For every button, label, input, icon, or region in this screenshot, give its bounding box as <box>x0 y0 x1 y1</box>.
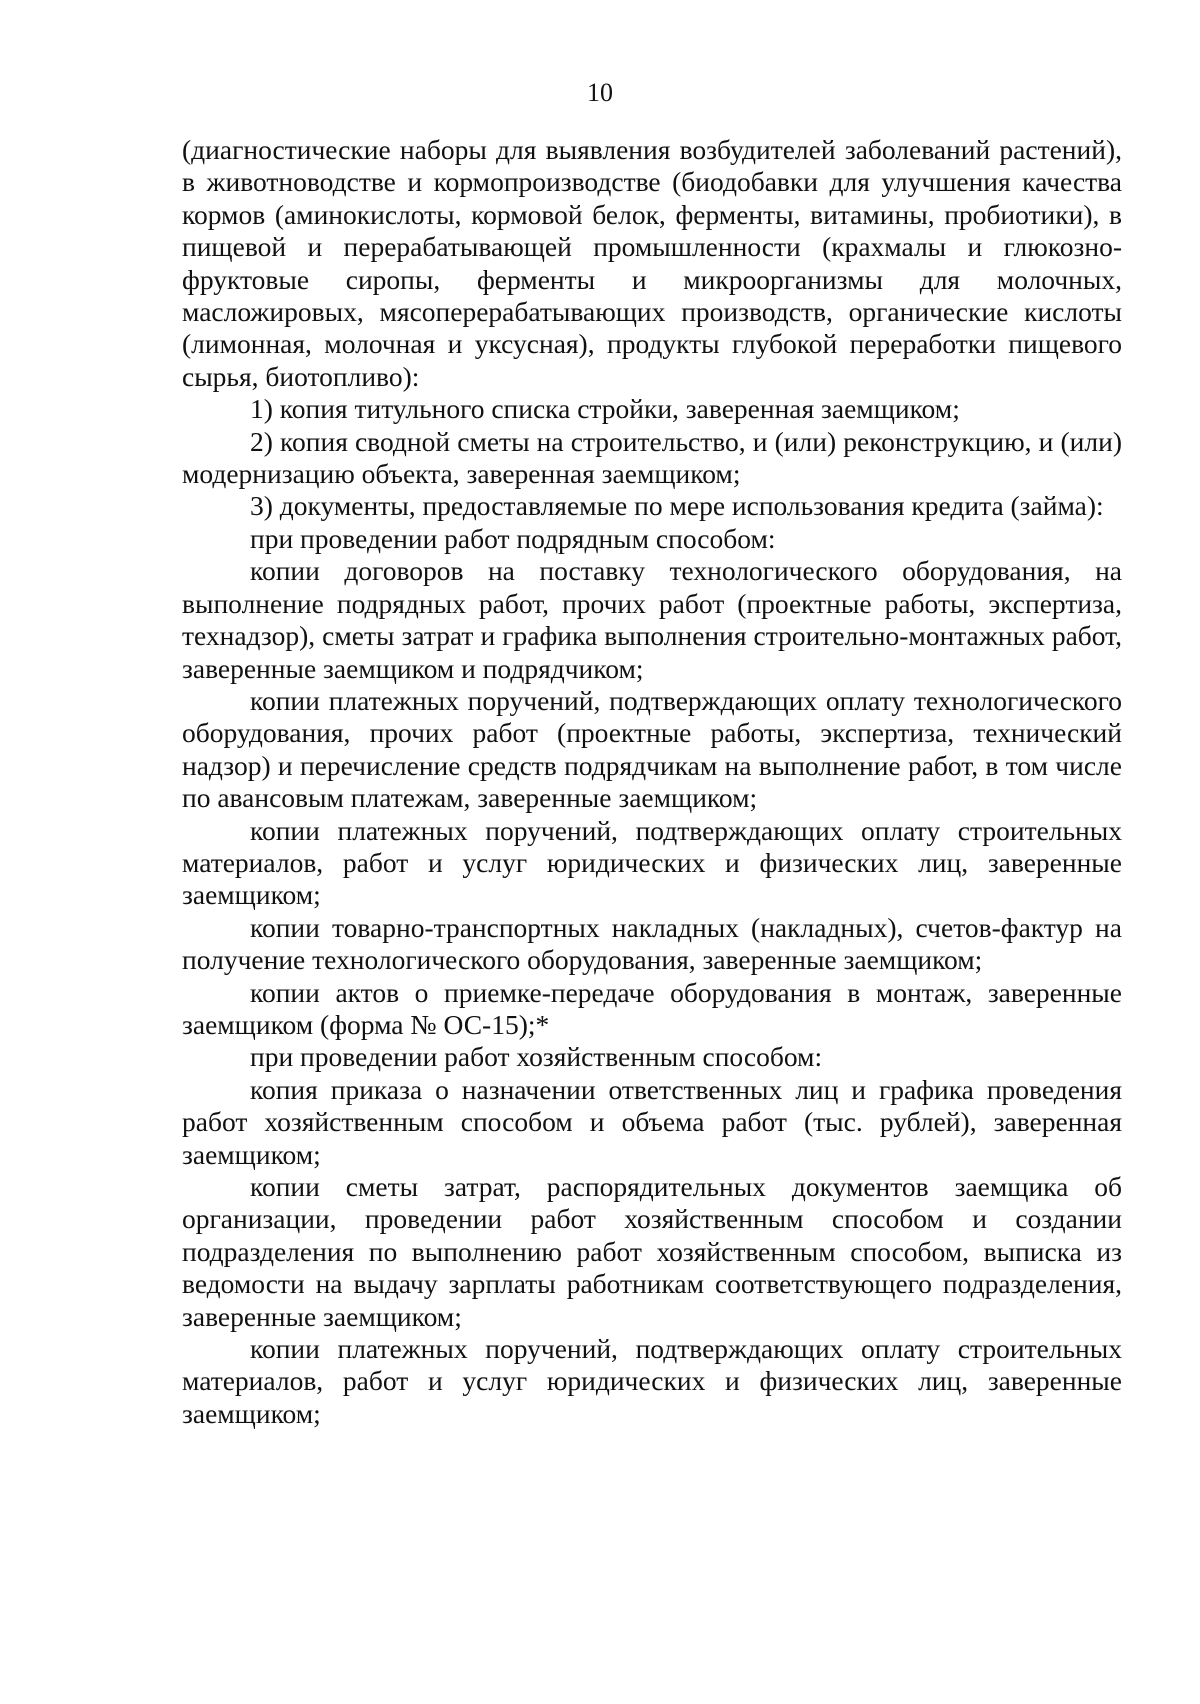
paragraph-item-1: 1) копия титульного списка стройки, заверенная заемщиком; <box>250 393 960 425</box>
paragraph-cost-estimate-copies: копии сметы затрат, распорядительных документов заемщика об организации, проведении работ хозяйственным способом и создании подразделения по выполнению работ хозяйственным способом, выписка из ведомости на выдачу зарплаты работникам соответствующего подразделения, заверенные заемщиком; <box>182 1171 1122 1332</box>
paragraph-order-copy: копия приказа о назначении ответственных лиц и графика проведения работ хозяйственным способом и объема работ (тыс. рублей), заверенная заемщиком; <box>182 1073 1122 1170</box>
page-number: 10 <box>587 78 613 107</box>
document-body <box>182 134 1122 1430</box>
paragraph-waybills: копии товарно-транспортных накладных (накладных), счетов-фактур на получение технологического оборудования, заверенные заемщиком; <box>182 911 1122 976</box>
paragraph-contract-method-heading: при проведении работ подрядным способом: <box>250 522 776 554</box>
paragraph-intro: (диагностические наборы для выявления возбудителей заболеваний растений), в животноводстве и кормопроизводстве (биодобавки для улучшения качества кормов (аминокислоты, кормовой белок, ферменты, витамины, пробиотики), в пищевой и перерабатывающей промышленности (крахмалы и глюкозно-фруктовые сиропы, ферменты и микроорганизмы для молочных, масложировых, мясоперерабатывающих производств, органические кислоты (лимонная, молочная и уксусная), продукты глубокой переработки пищевого сырья, биотопливо): <box>182 134 1122 392</box>
paragraph-item-3: 3) документы, предоставляемые по мере использования кредита (займа): <box>250 490 1104 522</box>
paragraph-item-2: 2) копия сводной сметы на строительство, и (или) реконструкцию, и (или) модернизацию объекта, заверенная заемщиком; <box>182 425 1122 490</box>
paragraph-own-method-heading: при проведении работ хозяйственным способом: <box>250 1041 823 1073</box>
paragraph-payment-orders-materials: копии платежных поручений, подтверждающих оплату строительных материалов, работ и услуг юридических и физических лиц, заверенные заемщиком; <box>182 814 1122 911</box>
paragraph-payment-orders-equipment: копии платежных поручений, подтверждающих оплату технологического оборудования, прочих работ (проектные работы, экспертиза, технический надзор) и перечисление средств подрядчикам на выполнение работ, в том числе по авансовым платежам, заверенные заемщиком; <box>182 684 1122 814</box>
paragraph-acceptance-acts: копии актов о приемке-передаче оборудования в монтаж, заверенные заемщиком (форма № ОС-15);* <box>182 976 1122 1040</box>
paragraph-payment-orders-materials-2: копии платежных поручений, подтверждающих оплату строительных материалов, работ и услуг юридических и физических лиц, заверенные заемщиком; <box>182 1333 1122 1429</box>
paragraph-contract-copies: копии договоров на поставку технологического оборудования, на выполнение подрядных работ, прочих работ (проектные работы, экспертиза, технадзор), сметы затрат и графика выполнения строительно-монтажных работ, заверенные заемщиком и подрядчиком; <box>182 555 1122 684</box>
